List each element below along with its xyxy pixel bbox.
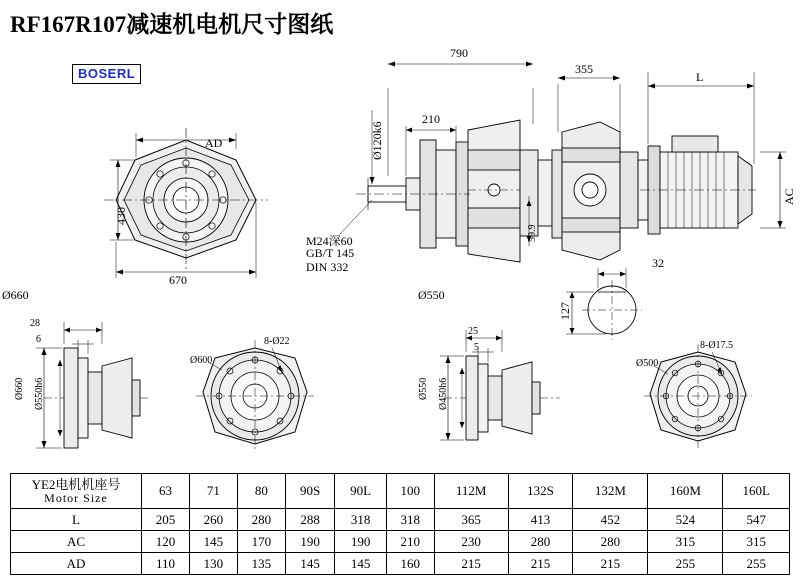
table-cell: 80: [237, 474, 285, 509]
table-cell: 452: [573, 509, 648, 531]
table-row: [11, 531, 790, 553]
table-cell: 260: [189, 509, 237, 531]
page-title: RF167R107减速机电机尺寸图纸: [10, 12, 334, 37]
brand-logo: BOSERL: [72, 64, 141, 84]
dimension-table: [10, 473, 790, 575]
table-cell: 160L: [723, 474, 790, 509]
label-dia-660-top: Ø660: [2, 288, 29, 302]
table-cell: 215: [508, 553, 573, 575]
table-cell: 315: [648, 531, 723, 553]
table-cell: 160M: [648, 474, 723, 509]
label-dia-120k6: Ø120k6: [370, 121, 384, 160]
label-790: 790: [450, 46, 468, 60]
table-cell: 315: [723, 531, 790, 553]
label-dia-550: Ø550: [418, 377, 429, 400]
label-thread-m24: M24深60: [306, 234, 353, 248]
table-cell: 280: [573, 531, 648, 553]
table-cell: 132S: [508, 474, 573, 509]
label-dia-550-top: Ø550: [418, 288, 445, 302]
label-32: 32: [652, 256, 664, 270]
table-cell: 318: [335, 509, 386, 531]
label-25: 25: [468, 326, 478, 337]
table-cell: 112M: [434, 474, 508, 509]
table-cell: 524: [648, 509, 723, 531]
rowhead-cn: YE2电机机座号: [31, 476, 121, 492]
table-cell: 145: [285, 553, 335, 575]
label-127: 127: [558, 302, 572, 320]
label-430: 430: [114, 207, 128, 225]
label-dia-450h6: Ø450h6: [438, 377, 449, 410]
label-dia-550h6: Ø550h6: [34, 377, 45, 410]
table-cell: 547: [723, 509, 790, 531]
label-8x17-5-holes: 8-Ø17.5: [700, 340, 734, 351]
table-cell: 170: [237, 531, 285, 553]
label-59-9: 59.9: [527, 224, 538, 242]
table-rowhead-motor-size: [11, 474, 142, 509]
label-dia-500: Ø500: [636, 358, 659, 369]
table-cell: 413: [508, 509, 573, 531]
label-L: L: [696, 70, 704, 84]
label-gbt145: GB/T 145: [306, 246, 355, 260]
label-8x22-holes: 8-Ø22: [264, 336, 290, 347]
table-rowhead-L: L: [11, 509, 142, 531]
label-6: 6: [36, 334, 41, 345]
table-cell: 190: [285, 531, 335, 553]
label-ad-top: AD: [205, 136, 223, 150]
table-cell: 160: [386, 553, 434, 575]
table-cell: 318: [386, 509, 434, 531]
label-5: 5: [474, 342, 479, 353]
label-670: 670: [169, 273, 187, 287]
label-dia-600: Ø600: [190, 355, 213, 366]
table-cell: 132M: [573, 474, 648, 509]
table-cell: 90L: [335, 474, 386, 509]
table-cell: 255: [648, 553, 723, 575]
table-row: [11, 509, 790, 531]
table-cell: 288: [285, 509, 335, 531]
table-cell: 145: [189, 531, 237, 553]
table-cell: 71: [189, 474, 237, 509]
table-cell: 130: [189, 553, 237, 575]
table-cell: 205: [142, 509, 190, 531]
table-cell: 230: [434, 531, 508, 553]
table-cell: 63: [142, 474, 190, 509]
table-cell: 280: [237, 509, 285, 531]
label-210: 210: [422, 112, 440, 126]
table-cell: 365: [434, 509, 508, 531]
table-cell: 255: [723, 553, 790, 575]
table-cell: 215: [434, 553, 508, 575]
label-din332: DIN 332: [306, 260, 349, 274]
table-cell: 190: [335, 531, 386, 553]
label-AC: AC: [782, 188, 796, 205]
rowhead-en: Motor Size: [44, 490, 108, 505]
table-cell: 100: [386, 474, 434, 509]
table-cell: 135: [237, 553, 285, 575]
table-cell: 210: [386, 531, 434, 553]
table-cell: 120: [142, 531, 190, 553]
label-355: 355: [575, 62, 593, 76]
table-row: [11, 553, 790, 575]
table-cell: 90S: [285, 474, 335, 509]
table-row: [11, 474, 790, 509]
table-cell: 145: [335, 553, 386, 575]
table-cell: 215: [573, 553, 648, 575]
label-28: 28: [30, 318, 40, 329]
label-dia-660: Ø660: [14, 377, 25, 400]
table-cell: 110: [142, 553, 190, 575]
table-rowhead-AD: AD: [11, 553, 142, 575]
table-cell: 280: [508, 531, 573, 553]
table-rowhead-AC: AC: [11, 531, 142, 553]
